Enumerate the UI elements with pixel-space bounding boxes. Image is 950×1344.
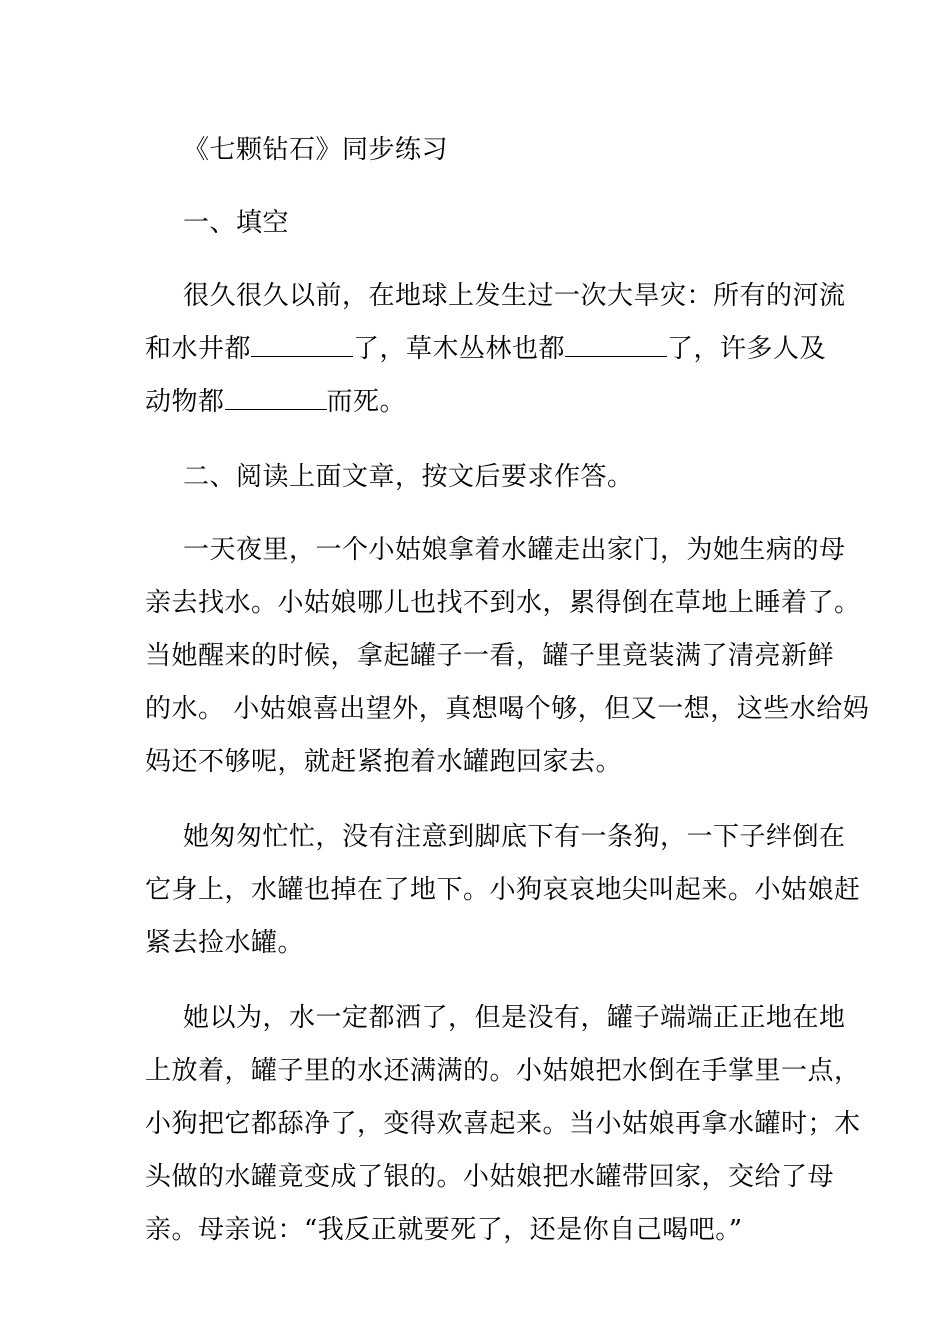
- paragraph-line: 的水。 小姑娘喜出望外，真想喝个够，但又一想，这些水给妈: [145, 694, 870, 724]
- paragraph-line: 她匆匆忙忙，没有注意到脚底下有一条狗，一下子绊倒在: [183, 822, 846, 852]
- paragraph-line: 很久很久以前，在地球上发生过一次大旱灾：所有的河流: [183, 281, 846, 311]
- text-segment: 了，许多人及: [667, 334, 827, 364]
- blank-line-1[interactable]: [251, 334, 353, 357]
- paragraph-line: 头做的水罐竟变成了银的。小姑娘把水罐带回家，交给了母: [145, 1162, 835, 1192]
- paragraph-line: 妈还不够呢，就赶紧抱着水罐跑回家去。: [145, 747, 623, 777]
- paragraph-line: 它身上，水罐也掉在了地下。小狗哀哀地尖叫起来。小姑娘赶: [145, 875, 861, 905]
- paragraph-line: 小狗把它都舔净了，变得欢喜起来。当小姑娘再拿水罐时；木: [145, 1109, 861, 1139]
- reading-paragraph-1: [145, 524, 870, 789]
- document-page: [145, 124, 870, 1279]
- text-segment: 动物都: [145, 387, 225, 417]
- paragraph-line: 紧去捡水罐。: [145, 928, 305, 958]
- section-heading-reading: 二、阅读上面文章，按文后要求作答。: [183, 462, 634, 492]
- blank-line-3[interactable]: [225, 387, 327, 410]
- paragraph-line: 上放着，罐子里的水还满满的。小姑娘把水倒在手掌里一点，: [145, 1056, 861, 1086]
- paragraph-line: 当她醒来的时候，拿起罐子一看，罐子里竟装满了清亮新鲜: [145, 641, 835, 671]
- reading-paragraph-3: [145, 992, 861, 1257]
- fill-blank-paragraph: [145, 270, 846, 429]
- paragraph-line: 一天夜里，一个小姑娘拿着水罐走出家门，为她生病的母: [183, 535, 846, 565]
- paragraph-line: 亲去找水。小姑娘哪儿也找不到水，累得倒在草地上睡着了。: [145, 588, 861, 618]
- text-segment: 和水井都: [145, 334, 252, 364]
- paragraph-line: [145, 323, 827, 376]
- paragraph-line: 亲。母亲说：“我反正就要死了，还是你自己喝吧。”: [145, 1215, 743, 1245]
- document-title: 《七颗钻石》同步练习: [183, 135, 449, 165]
- text-segment: 了，草木丛林也都: [353, 334, 566, 364]
- paragraph-line: [145, 376, 810, 429]
- paragraph-line: 她以为，水一定都洒了，但是没有，罐子端端正正地在地: [183, 1003, 846, 1033]
- text-segment: 而死。: [326, 387, 407, 417]
- blank-line-2[interactable]: [565, 334, 667, 357]
- section-heading-fill-blank: 一、填空: [183, 208, 290, 238]
- reading-paragraph-2: [145, 811, 861, 970]
